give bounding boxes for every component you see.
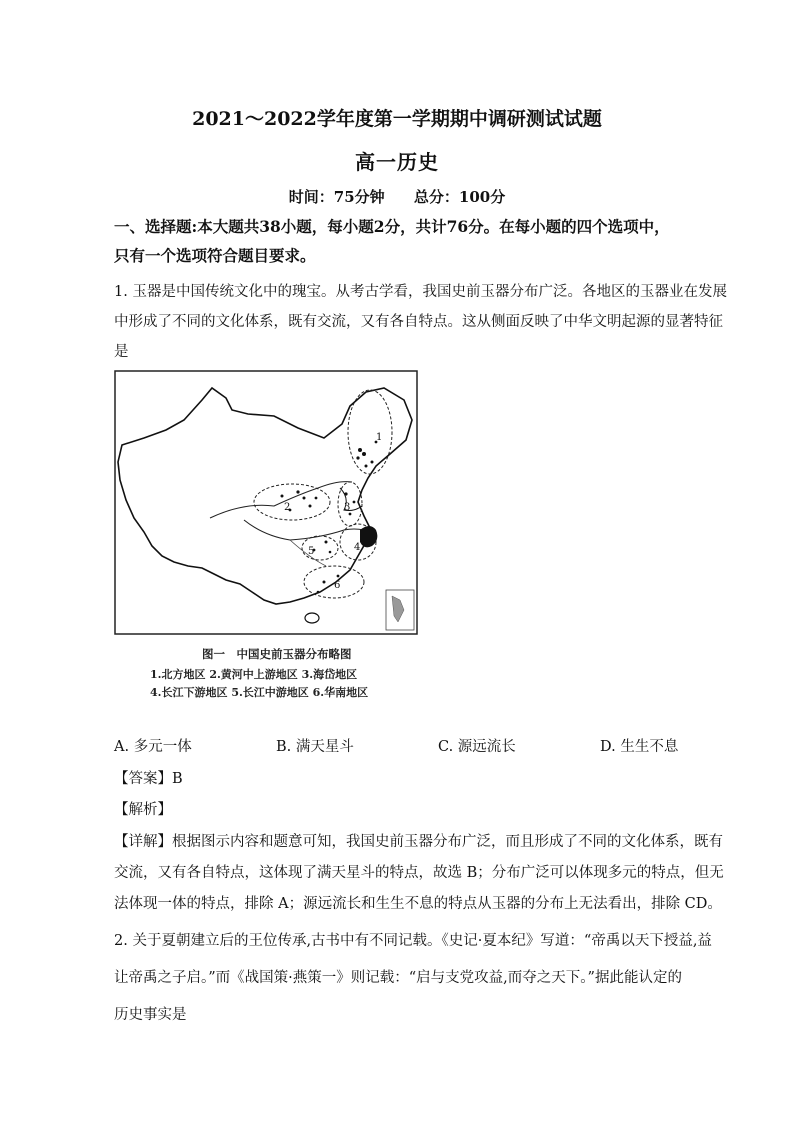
region-number-5: 5 bbox=[308, 546, 315, 557]
region-number-4: 4 bbox=[354, 542, 361, 553]
region-number-2: 2 bbox=[284, 502, 291, 513]
exam-time: 时间：75分钟 bbox=[288, 188, 385, 206]
q2-line2: 让帝禹之子启。”而《战国策·燕策一》则记载：“启与支党攻益,而夺之天下。”据此能认定的 bbox=[114, 970, 682, 986]
map-caption-title: 图一 中国史前玉器分布略图 bbox=[202, 647, 352, 661]
option-d: D. 生生不息 bbox=[600, 739, 679, 755]
exam-info bbox=[0, 186, 794, 207]
option-c: C. 源远流长 bbox=[438, 739, 516, 755]
q2-line3: 历史事实是 bbox=[114, 1007, 187, 1023]
answer-label: 【答案】 bbox=[114, 771, 172, 787]
section-heading-line1: 一、选择题:本大题共38小题，每小题2分，共计76分。在每小题的四个选项中， bbox=[114, 217, 670, 236]
map-legend-line1: 1.北方地区 2.黄河中上游地区 3.海岱地区 bbox=[150, 668, 358, 681]
detail-line3: 法体现一体的特点，排除 A；源远流长和生生不息的特点从玉器的分布上无法看出，排除 CD。 bbox=[114, 896, 722, 912]
region-number-6: 6 bbox=[334, 580, 341, 591]
option-a: A. 多元一体 bbox=[114, 739, 192, 755]
q2-line1: 2. 关于夏朝建立后的王位传承,古书中有不同记载。《史记·夏本纪》写道：“帝禹以天下授益,益 bbox=[114, 933, 712, 949]
q1-line3: 是 bbox=[114, 344, 129, 360]
section-heading-line2: 只有一个选项符合题目要求。 bbox=[114, 246, 316, 265]
region-number-1: 1 bbox=[376, 432, 383, 443]
detail-line2: 交流，又有各自特点，这体现了满天星斗的特点，故选 B；分布广泛可以体现多元的特点，但无 bbox=[114, 865, 724, 881]
map-legend-line2: 4.长江下游地区 5.长江中游地区 6.华南地区 bbox=[150, 686, 369, 699]
region-number-3: 3 bbox=[344, 502, 351, 513]
q1-line2: 中形成了不同的文化体系，既有交流，又有各自特点。这从侧面反映了中华文明起源的显著特征 bbox=[114, 314, 723, 330]
answer-line bbox=[114, 767, 183, 788]
option-b: B. 满天星斗 bbox=[276, 739, 354, 755]
q1-line1: 1. 玉器是中国传统文化中的瑰宝。从考古学看，我国史前玉器分布广泛。各地区的玉器业在发展 bbox=[114, 284, 727, 300]
prehistoric-jade-map bbox=[114, 370, 418, 635]
section-heading bbox=[114, 212, 694, 270]
exam-title: 2021～2022学年度第一学期期中调研测试试题 bbox=[192, 108, 602, 130]
detail-line1 bbox=[114, 830, 723, 851]
exam-total: 总分：100分 bbox=[413, 188, 506, 206]
analysis-label: 【解析】 bbox=[114, 802, 172, 818]
subject-title: 高一历史 bbox=[355, 150, 439, 174]
detail-text-1: 根据图示内容和题意可知，我国史前玉器分布广泛，而且形成了不同的文化体系，既有 bbox=[172, 834, 723, 850]
detail-label: 【详解】 bbox=[114, 834, 172, 850]
answer-value: B bbox=[172, 771, 183, 787]
